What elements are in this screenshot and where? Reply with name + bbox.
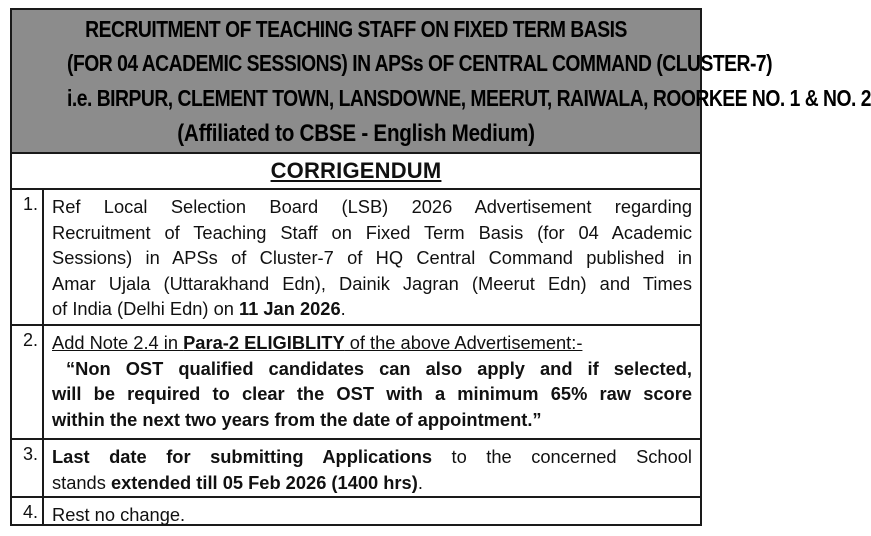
quote-line: “Non OST qualified candidates can also apply and if selected, bbox=[66, 357, 692, 379]
header-line-1: RECRUITMENT OF TEACHING STAFF ON FIXED TERM BASIS bbox=[85, 16, 627, 42]
item-3-pre: stands bbox=[52, 471, 111, 493]
item-3-line-1 bbox=[52, 444, 692, 470]
rest-no-change: Rest no change. bbox=[52, 504, 186, 525]
item-2 bbox=[12, 326, 700, 440]
header-line-3: i.e. BIRPUR, CLEMENT TOWN, LANSDOWNE, MEERUT, RAIWALA, ROORKEE NO. 1 & NO. 2 bbox=[67, 85, 871, 111]
note-pre: Add Note 2.4 in bbox=[52, 332, 184, 353]
item-1-text-pre: of India (Delhi Edn) on bbox=[52, 298, 239, 319]
item-3-text bbox=[52, 444, 692, 495]
note-post: of the above Advertisement:- bbox=[344, 332, 583, 353]
item-number: 4. bbox=[12, 498, 44, 526]
item-3-mid: to the concerned School bbox=[432, 446, 692, 467]
item-1-text-post: . bbox=[340, 298, 346, 319]
item-number: 3. bbox=[12, 440, 44, 496]
item-1-line: Sessions) in APSs of Cluster-7 of HQ Central Command published in bbox=[52, 247, 692, 268]
item-1-line: Amar Ujala (Uttarakhand Edn), Dainik Jagran (Meerut Edn) and Times bbox=[52, 272, 692, 294]
item-1-line: Recruitment of Teaching Staff on Fixed Term Basis (for 04 Academic bbox=[52, 221, 692, 243]
item-number: 2. bbox=[12, 326, 44, 438]
quote-line: within the next two years from the date of appointment.” bbox=[52, 408, 542, 430]
item-1 bbox=[12, 190, 700, 326]
header-banner bbox=[12, 10, 871, 154]
item-1-text bbox=[52, 194, 692, 322]
last-date-label: Last date for submitting Applications bbox=[52, 446, 433, 467]
item-1-line: Ref Local Selection Board (LSB) 2026 Advertisement regarding bbox=[52, 196, 692, 217]
item-4-text bbox=[52, 502, 692, 528]
item-number: 1. bbox=[12, 190, 44, 324]
header-line-2: (FOR 04 ACADEMIC SESSIONS) IN APSs OF CENTRAL COMMAND (CLUSTER-7) bbox=[67, 50, 773, 76]
publication-date: 11 Jan 2026 bbox=[238, 298, 341, 319]
corrigendum-row bbox=[12, 154, 700, 190]
item-2-text bbox=[52, 330, 692, 432]
quote-line: will be required to clear the OST with a minimum 65% raw score bbox=[52, 383, 692, 404]
advertisement-box bbox=[10, 8, 871, 526]
item-3 bbox=[12, 440, 700, 498]
para-reference: Para-2 ELIGIBLITY bbox=[183, 332, 345, 353]
item-1-last-line bbox=[52, 296, 692, 322]
item-3-line-2 bbox=[52, 470, 692, 496]
item-3-post: . bbox=[417, 471, 423, 493]
item-4 bbox=[12, 498, 700, 526]
extended-date: extended till 05 Feb 2026 (1400 hrs) bbox=[110, 471, 418, 493]
header-line-4: (Affiliated to CBSE - English Medium) bbox=[177, 120, 535, 147]
note-line bbox=[52, 330, 692, 356]
corrigendum-title: CORRIGENDUM bbox=[270, 158, 442, 183]
